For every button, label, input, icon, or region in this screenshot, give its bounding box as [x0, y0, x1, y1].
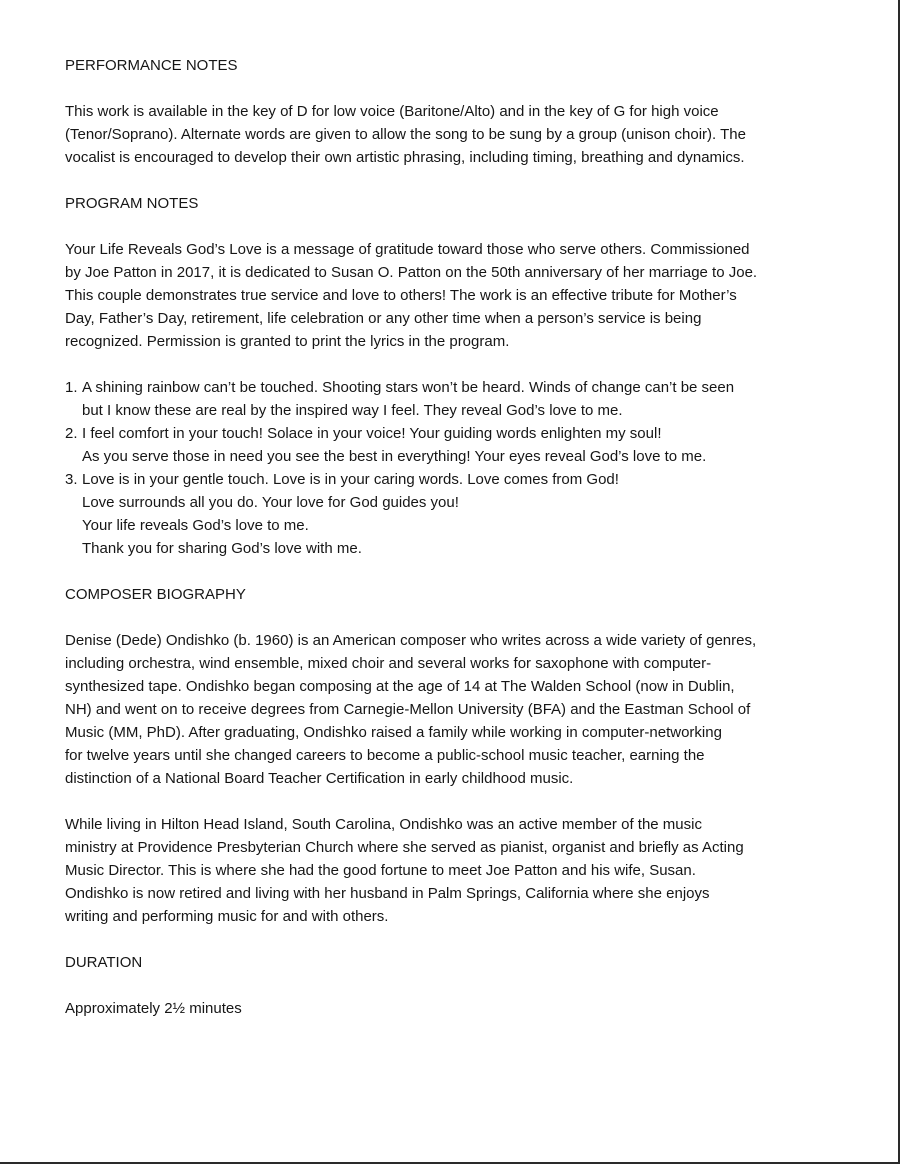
verse-text: A shining rainbow can’t be touched. Shooting stars won’t be heard. Winds of change can’t be seen [82, 379, 735, 396]
verse-number: 1. [65, 379, 78, 396]
verse-text: Love is in your gentle touch. Love is in your caring words. Love comes from God! [82, 471, 619, 488]
verse-line [65, 468, 865, 491]
program-notes-heading: PROGRAM NOTES [65, 195, 199, 212]
biography-paragraph-1 [65, 629, 865, 790]
text-line: Denise (Dede) Ondishko (b. 1960) is an American composer who writes across a wide variety of genres, [65, 632, 757, 649]
text-line: ministry at Providence Presbyterian Church where she served as pianist, organist and briefly as Acting [65, 839, 744, 856]
text-line: NH) and went on to receive degrees from Carnegie-Mellon University (BFA) and the Eastman School of [65, 701, 751, 718]
verse-line: Your life reveals God’s love to me. [82, 517, 309, 534]
text-line: Music Director. This is where she had the good fortune to meet Joe Patton and his wife, Susan. [65, 862, 696, 879]
verse-2 [65, 422, 865, 468]
verse-text: I feel comfort in your touch! Solace in your voice! Your guiding words enlighten my soul! [82, 425, 662, 442]
text-line: vocalist is encouraged to develop their own artistic phrasing, including timing, breathing and dynamics. [65, 149, 745, 166]
verse-line [65, 376, 865, 399]
duration-text: Approximately 2½ minutes [65, 1000, 242, 1017]
verse-1 [65, 376, 865, 422]
verse-3 [65, 468, 865, 560]
text-line: writing and performing music for and with others. [65, 908, 389, 925]
performance-notes-section [65, 54, 865, 169]
text-line: Music (MM, PhD). After graduating, Ondishko raised a family while working in computer-networking [65, 724, 722, 741]
text-line: by Joe Patton in 2017, it is dedicated to Susan O. Patton on the 50th anniversary of her marriage to Joe. [65, 264, 758, 281]
text-line: synthesized tape. Ondishko began composing at the age of 14 at The Walden School (now in Dublin, [65, 678, 735, 695]
text-line: recognized. Permission is granted to print the lyrics in the program. [65, 333, 510, 350]
performance-notes-paragraph [65, 100, 865, 169]
verse-number: 3. [65, 471, 78, 488]
duration-section [65, 951, 865, 1020]
text-line: including orchestra, wind ensemble, mixed choir and several works for saxophone with computer- [65, 655, 712, 672]
composer-biography-section [65, 583, 865, 928]
verse-line: but I know these are real by the inspired way I feel. They reveal God’s love to me. [82, 402, 623, 419]
text-line: (Tenor/Soprano). Alternate words are given to allow the song to be sung by a group (unison choir). The [65, 126, 746, 143]
lyrics-list [65, 376, 865, 560]
composer-biography-heading: COMPOSER BIOGRAPHY [65, 586, 246, 603]
program-notes-section [65, 192, 865, 353]
verse-number: 2. [65, 425, 78, 442]
text-line: distinction of a National Board Teacher Certification in early childhood music. [65, 770, 574, 787]
text-line: Ondishko is now retired and living with her husband in Palm Springs, California where she enjoys [65, 885, 710, 902]
text-line: While living in Hilton Head Island, South Carolina, Ondishko was an active member of the music [65, 816, 702, 833]
text-line: This work is available in the key of D for low voice (Baritone/Alto) and in the key of G for high voice [65, 103, 719, 120]
verse-line: Love surrounds all you do. Your love for God guides you! [82, 494, 459, 511]
verse-line: Thank you for sharing God’s love with me. [82, 540, 362, 557]
program-notes-paragraph [65, 238, 865, 353]
verse-line [65, 422, 865, 445]
text-line: Your Life Reveals God’s Love is a message of gratitude toward those who serve others. Commissioned [65, 241, 750, 258]
document-content [65, 54, 865, 1043]
text-line: Day, Father’s Day, retirement, life celebration or any other time when a person’s service is being [65, 310, 702, 327]
text-line: for twelve years until she changed careers to become a public-school music teacher, earning the [65, 747, 705, 764]
text-line: This couple demonstrates true service and love to others! The work is an effective tribute for Mother’s [65, 287, 737, 304]
verse-line: As you serve those in need you see the best in everything! Your eyes reveal God’s love to me. [82, 448, 707, 465]
performance-notes-heading: PERFORMANCE NOTES [65, 57, 238, 74]
duration-heading: DURATION [65, 954, 143, 971]
biography-paragraph-2 [65, 813, 865, 928]
